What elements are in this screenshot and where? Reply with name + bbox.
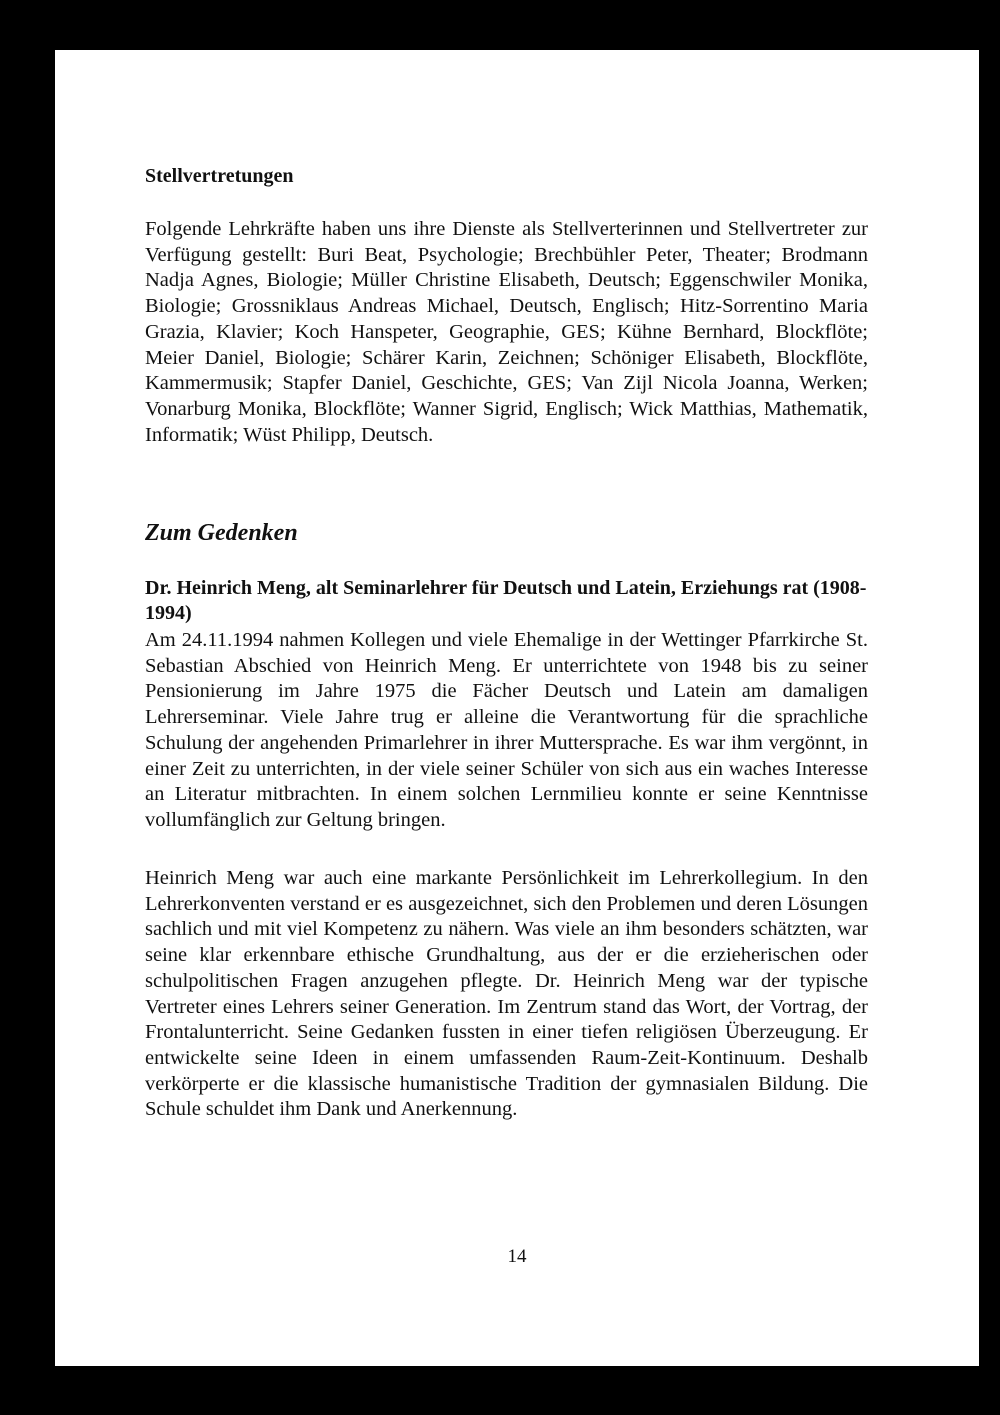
section-title-zum-gedenken: Zum Gedenken: [145, 520, 298, 546]
page-number: 14: [507, 1246, 527, 1267]
section-heading-stellvertretungen: Stellvertretungen: [145, 165, 294, 187]
paragraph-substitutes: Folgende Lehrkräfte haben uns ihre Dienste als Stellverterinnen und Stellvertreter zur Verfügung gestellt: Buri Beat, Psychologie; Brechbühler Peter, Theater; Brodmann Nadja Agnes, Biologie; Müller Christine Elisabeth, Deutsch; Eggenschwiler Monika, Biologie; Grossniklaus Andreas Michael, Deutsch, Englisch; Hitz-Sorrentino Maria Grazia, Klavier; Koch Hanspeter, Geographie, GES; Kühne Bernhard, Blockflöte; Meier Daniel, Biologie; Schärer Karin, Zeichnen; Schöniger Elisabeth, Blockflöte, Kammermusik; Stapfer Daniel, Geschichte, GES; Van Zijl Nicola Joanna, Werken; Vonarburg Monika, Blockflöte; Wanner Sigrid, Englisch; Wick Matthias, Mathematik, Informatik; Wüst Philipp, Deutsch.: [145, 218, 868, 446]
obituary-paragraph-1: Am 24.11.1994 nahmen Kollegen und viele Ehemalige in der Wettinger Pfarrkirche St. Sebastian Abschied von Heinrich Meng. Er unterrichtete von 1948 bis zu seiner Pensionierung im Jahre 1975 die Fächer Deutsch und Latein am damaligen Lehrerseminar. Viele Jahre trug er alleine die Verantwortung für die sprachliche Schulung der angehenden Primarlehrer in ihrer Muttersprache. Es war ihm vergönnt, in einer Zeit zu unterrichten, in der viele seiner Schüler von sich aus ein waches Interesse an Literatur mitbrachten. In einem solchen Lernmilieu konnte er seine Kenntnisse vollumfänglich zur Geltung bringen.: [145, 629, 868, 831]
obituary-paragraph-2: Heinrich Meng war auch eine markante Persönlichkeit im Lehrerkollegium. In den Lehrerkonventen verstand er es ausgezeichnet, sich den Problemen und deren Lösungen sachlich und mit viel Kompetenz zu nähern. Was viele an ihm besonders schätzten, war seine klar erkennbare ethische Grundhaltung, aus der er die erzieherischen oder schulpolitischen Fragen anzugehen pflegte. Dr. Heinrich Meng war der typische Vertreter eines Lehrers seiner Generation. Im Zentrum stand das Wort, der Vortrag, der Frontalunterricht. Seine Gedanken fussten in einer tiefen religiösen Überzeugung. Er entwickelte seine Ideen in einem umfassenden Raum-Zeit-Kontinuum. Deshalb verkörperte er die klassische humanistische Tradition der gymnasialen Bildung. Die Schule schuldet ihm Dank und Anerkennung.: [145, 867, 868, 1121]
obituary-subheading: Dr. Heinrich Meng, alt Seminarlehrer für Deutsch und Latein, Erziehungs rat (1908-1994): [145, 577, 867, 624]
document-page: [55, 50, 979, 1366]
